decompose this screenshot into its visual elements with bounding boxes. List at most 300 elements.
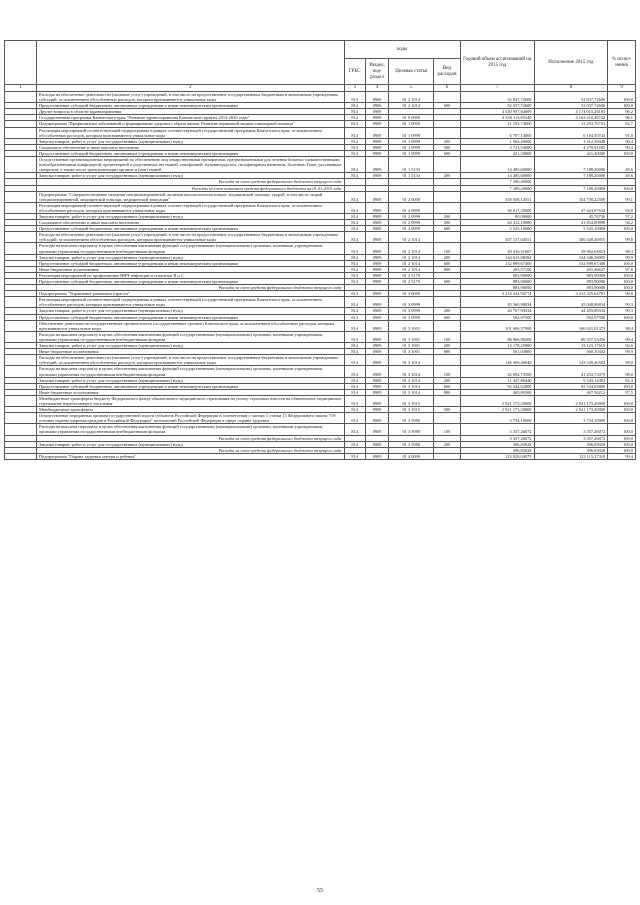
header-pct: % испол- нения [608, 41, 636, 85]
vid-cell: 600 [434, 226, 461, 232]
pct-cell: 99,3 [608, 308, 636, 314]
row-name-cell: Государственная программа Камчатского края "Развитие здравоохранения Камчатского края на 2014-2020 годы" [37, 115, 344, 121]
grbs-cell: 814 [344, 109, 365, 115]
grbs-cell: 814 [344, 144, 365, 150]
razdel-cell: 0909 [365, 441, 388, 447]
vid-cell: 300 [434, 220, 461, 226]
grbs-cell: 814 [344, 220, 365, 226]
fact-cell: 13 293,70743 [534, 121, 608, 127]
target-cell: 01 3 1001 [389, 343, 434, 349]
target-cell: 01 3 0999 [389, 297, 434, 308]
grbs-cell: 814 [344, 226, 365, 232]
vid-cell: 200 [434, 377, 461, 383]
target-cell: 01 3 1001 [389, 320, 434, 331]
vid-cell: 600 [434, 103, 461, 109]
plan-cell: 44 412,10000 [460, 220, 534, 226]
vid-cell: 200 [434, 441, 461, 447]
plan-cell: 14 178,25900 [460, 343, 534, 349]
pct-cell: 98,4 [608, 320, 636, 331]
vid-cell [434, 413, 461, 424]
plan-cell: 132 899,67400 [460, 260, 534, 266]
pct-cell: 99,8 [608, 232, 636, 243]
plan-cell: 592,97500 [460, 314, 534, 320]
razdel-cell: 0909 [365, 260, 388, 266]
grbs-cell: 814 [344, 272, 365, 278]
row-index-cell [5, 331, 37, 342]
vid-cell: 600 [434, 314, 461, 320]
row-name-cell: Закупка товаров, работ и услуг для государственных (муниципальных) нужд [37, 377, 344, 383]
pct-cell: 100,0 [608, 435, 636, 441]
grbs-cell: 814 [344, 243, 365, 254]
row-name-cell: Иные бюджетные ассигнования [37, 266, 344, 272]
target-cell: 01 3 1014 [389, 383, 434, 389]
plan-cell: 396,83928 [460, 441, 534, 447]
fact-cell: 52 037,72600 [534, 103, 608, 109]
pct-cell: 90,4 [608, 138, 636, 144]
razdel-cell: 0909 [365, 150, 388, 156]
vid-cell [434, 232, 461, 243]
pct-cell: 82,3 [608, 377, 636, 383]
grbs-cell: 814 [344, 377, 365, 383]
plan-cell: 44 767,93334 [460, 308, 534, 314]
fact-cell: 52 037,72600 [534, 92, 608, 103]
target-cell: 01 2 0999 [389, 213, 434, 219]
grbs-cell: 814 [344, 366, 365, 377]
grbs-cell: 814 [344, 407, 365, 413]
target-cell: 01 2 5179 [389, 279, 434, 285]
plan-cell: 7 189,20000 [460, 185, 534, 191]
pct-cell: 49,6 [608, 173, 636, 179]
grbs-cell: 814 [344, 157, 365, 173]
razdel-cell: 0909 [365, 366, 388, 377]
colnum: 7 [460, 85, 534, 92]
pct-cell: 100,0 [608, 383, 636, 389]
razdel-cell: 0909 [365, 115, 388, 121]
vid-cell: 600 [434, 150, 461, 156]
table-body [5, 92, 636, 460]
row-name-cell: Расходы на обеспечение деятельности (оказание услуг) учреждений, в том числе на предоставление государственным бюджетным и автономным учреждениям субсидий, за исключением обособленных расходов, которым присваиваются уникальные коды [37, 355, 344, 366]
colnum: 3 [344, 85, 365, 92]
colnum: 4 [365, 85, 388, 92]
grbs-cell: 814 [344, 254, 365, 260]
fact-cell: 5 525,10000 [534, 226, 608, 232]
grbs-cell: 814 [344, 453, 365, 459]
table-row [5, 320, 636, 331]
pct-cell: 94,8 [608, 202, 636, 213]
row-name-cell: Предоставление субсидий бюджетным, автономным учреждениям и иным некоммерческим организациям [37, 383, 344, 389]
row-index-cell [5, 366, 37, 377]
table-row [5, 355, 636, 366]
pct-cell: 98,3 [608, 243, 636, 254]
plan-cell: 4 330 113,85340 [460, 115, 534, 121]
pct-cell: 49,6 [608, 157, 636, 173]
vid-cell [434, 320, 461, 331]
pct-cell: 100,0 [608, 407, 636, 413]
vid-cell: 600 [434, 279, 461, 285]
pct-cell: 91,0 [608, 127, 636, 138]
plan-cell: 205,97100 [460, 266, 534, 272]
plan-cell: 146 450,46040 [460, 355, 534, 366]
razdel-cell: 0909 [365, 297, 388, 308]
fact-cell: 3 754,10000 [534, 413, 608, 424]
plan-cell: 465,89300 [460, 389, 534, 395]
vid-cell: 800 [434, 349, 461, 355]
pct-cell: 100,0 [608, 447, 636, 453]
pct-cell: 100,0 [608, 413, 636, 424]
row-name-cell: Предоставление субсидий бюджетным, автономным учреждениям и иным некоммерческим организациям [37, 226, 344, 232]
row-name-cell: Подпрограмма "Управление развитием отрасли" [37, 291, 344, 297]
plan-cell: 14 485,60000 [460, 157, 534, 173]
fact-cell: 407,56212 [534, 389, 608, 395]
razdel-cell: 0909 [365, 377, 388, 383]
row-index-cell [5, 92, 37, 103]
fact-cell: 883,90000 [534, 272, 608, 278]
row-name-cell: Подпрограмма "Профилактика заболеваний и формирование здорового образа жизни. Развитие первичной медико-санитарной помощи" [37, 121, 344, 127]
row-name-cell: Расходы за счет средств федерального бюджета текущего года [37, 285, 344, 291]
plan-cell: 6 707,14000 [460, 127, 534, 138]
row-name-cell: Реализация мероприятий по профилактике ВИЧ-инфекции и гепатитов В и С [37, 272, 344, 278]
vid-cell: 200 [434, 254, 461, 260]
target-cell: 01 3 0000 [389, 291, 434, 297]
razdel-cell: 0909 [365, 226, 388, 232]
target-cell: 01 1 5133 [389, 157, 434, 173]
vid-cell [434, 202, 461, 213]
row-name-cell: Реализация мероприятий соответствующей подпрограммы в рамках соответствующей государственной программы Камчатского края, за исключением обособленных расходов, которым присваиваются уникальные коды [37, 127, 344, 138]
plan-cell: 2 921 173,20000 [460, 395, 534, 406]
grbs-cell: 814 [344, 297, 365, 308]
row-name-cell: Предоставление субсидий бюджетным, автономным учреждениям и иным некоммерческим организациям [37, 260, 344, 266]
pct-cell: 100,0 [608, 103, 636, 109]
pct-cell: 99,4 [608, 453, 636, 459]
pct-cell: 100,0 [608, 150, 636, 156]
row-name-cell: Реализация мероприятий соответствующей подпрограммы в рамках соответствующей государственной программы Камчатского края, за исключением обособленных расходов, которым присваиваются уникальные коды [37, 297, 344, 308]
plan-cell: 92 544,02800 [460, 383, 534, 389]
row-name-cell: Иные бюджетные ассигнования [37, 349, 344, 355]
target-cell: 01 3 5980 [389, 413, 434, 424]
target-cell: 01 2 1014 [389, 92, 434, 103]
grbs-cell: 814 [344, 191, 365, 202]
pct-cell: 98,0 [608, 366, 636, 377]
razdel-cell: 0909 [365, 413, 388, 424]
fact-cell: 123 115,27318 [534, 453, 608, 459]
row-name-cell: Предоставление субсидий бюджетным, автономным учреждениям и иным некоммерческим организациям [37, 279, 344, 285]
razdel-cell: 0909 [365, 243, 388, 254]
row-name-cell: Закупка товаров, работ и услуг для государственных (муниципальных) нужд [37, 138, 344, 144]
table-row [5, 395, 636, 406]
target-cell: 01 3 1014 [389, 355, 434, 366]
plan-cell: 21 192,74000 [460, 121, 534, 127]
vid-cell: 200 [434, 213, 461, 219]
table-row [5, 157, 636, 173]
row-index-cell [5, 127, 37, 138]
target-cell: 01 2 0999 [389, 202, 434, 213]
fact-cell: 45 048,86834 [534, 297, 608, 308]
table-row [5, 366, 636, 377]
fact-cell: 396,83928 [534, 447, 608, 453]
row-name-cell: Иные бюджетные ассигнования [37, 389, 344, 395]
grbs-cell: 814 [344, 395, 365, 406]
vid-cell: 100 [434, 366, 461, 377]
vid-cell [434, 355, 461, 366]
razdel-cell: 0909 [365, 202, 388, 213]
plan-cell: 11 347,80440 [460, 377, 534, 383]
row-name-cell: Другие вопросы в области здравоохранения [37, 109, 344, 115]
budget-table [4, 40, 636, 460]
row-index-cell [5, 202, 37, 213]
razdel-cell: 0909 [365, 343, 388, 349]
pct-cell: 90,4 [608, 144, 636, 150]
grbs-cell: 814 [344, 424, 365, 435]
razdel-cell: 0909 [365, 138, 388, 144]
colnum: 1 [5, 85, 37, 92]
plan-cell: 123 828,04975 [460, 453, 534, 459]
target-cell: 01 2 1014 [389, 243, 434, 254]
target-cell: 01 3 0999 [389, 308, 434, 314]
row-name-cell: Подпрограмма "Охрана здоровья матери и ребенка" [37, 453, 344, 459]
fact-cell: 3 357,26072 [534, 435, 608, 441]
razdel-cell: 0909 [365, 272, 388, 278]
razdel-cell: 0909 [365, 355, 388, 366]
razdel-cell: 0909 [365, 349, 388, 355]
row-index-cell [5, 395, 37, 406]
pct-cell: 100,0 [608, 226, 636, 232]
fact-cell: 560,30302 [534, 349, 608, 355]
pct-cell: 100,0 [608, 395, 636, 406]
row-name-cell: Расходы на обеспечение деятельности (оказание услуг) учреждений, в том числе на предоставление государственным бюджетным и автономным учреждениям субсидий, за исключением обособленных расходов, которым присваиваются уникальные коды [37, 232, 344, 243]
row-name-cell: Социальное обеспечение и иные выплаты населению [37, 220, 344, 226]
fact-cell: 132 899,67400 [534, 260, 608, 266]
table-row [5, 92, 636, 103]
razdel-cell: 0909 [365, 308, 388, 314]
fact-cell: 306 449,46955 [534, 232, 608, 243]
row-name-cell: Реализация мероприятий соответствующей подпрограммы в рамках соответствующей государственной программы Камчатского края, за исключением обособленных расходов, которым присваиваются уникальные коды [37, 202, 344, 213]
plan-cell: 45 360,90834 [460, 297, 534, 308]
row-name-cell: Осуществление организационных мероприятий по обеспечению лиц лекарственными препаратами, предназначенными для лечения больных злокачественными новообразованиями лимфоидной, кроветворной и родственных им тканей, гемофилией, муковисцидозом, гипофизарным нанизмом, болезнью Гоше, рассеянным склерозом, а также после трансплантации органов и (или) тканей [37, 157, 344, 173]
row-name-cell: Обеспечение деятельности государственных органов власти (государственных органов) Камчатского края, за исключением обособленных расходов, которым присваиваются уникальные коды [37, 320, 344, 331]
pct-cell: 62,7 [608, 121, 636, 127]
fact-cell: 7 189,20000 [534, 173, 608, 179]
fact-cell: 92 544,02800 [534, 383, 608, 389]
pct-cell: 99,9 [608, 349, 636, 355]
row-name-cell: Расходы на выплаты персоналу в целях обеспечения выполнения функций государственными (муниципальными) органами, казенными учреждениями, органами управления государственными внебюджетными фондами [37, 366, 344, 377]
pct-cell: 100,0 [608, 314, 636, 320]
colnum: 5 [389, 85, 434, 92]
fact-cell: 45,76736 [534, 213, 608, 219]
plan-cell: 883,90000 [460, 279, 534, 285]
target-cell: 01 2 1014 [389, 232, 434, 243]
row-name-cell: Осуществление переданных органам государственной власти субъектов Российской Федерации в соответствии с частью 1 статьи 15 Федерального закона "Об основах охраны здоровья граждан в Российской Федерации" полномочий Российской Федерации в сфере охраны здоровья [37, 413, 344, 424]
pct-cell: 99,1 [608, 191, 636, 202]
razdel-cell: 0909 [365, 254, 388, 260]
fact-cell: 2 921 173,20000 [534, 407, 608, 413]
vid-cell: 100 [434, 424, 461, 435]
row-name-cell: Закупка товаров, работ и услуг для государственных (муниципальных) нужд [37, 441, 344, 447]
pct-cell: 99,8 [608, 291, 636, 297]
razdel-cell: 0909 [365, 173, 388, 179]
grbs-cell: 814 [344, 202, 365, 213]
plan-cell: 5 525,10000 [460, 226, 534, 232]
plan-cell: 7 296,40000 [460, 179, 534, 185]
vid-cell [434, 297, 461, 308]
fact-cell: 7 189,20000 [534, 157, 608, 173]
grbs-cell: 814 [344, 127, 365, 138]
row-index-cell [5, 232, 37, 243]
plan-cell: 396,83928 [460, 447, 534, 453]
grbs-cell: 814 [344, 232, 365, 243]
pct-cell: 94,2 [608, 220, 636, 226]
fact-cell: 143 528,46584 [534, 355, 608, 366]
plan-cell: 3 754,10000 [460, 413, 534, 424]
razdel-cell: 0906 [365, 92, 388, 103]
fact-cell: 44 455,89334 [534, 308, 608, 314]
grbs-cell: 814 [344, 266, 365, 272]
razdel-cell: 0909 [365, 279, 388, 285]
grbs-cell: 814 [344, 441, 365, 447]
grbs-cell: 814 [344, 331, 365, 342]
vid-cell: 100 [434, 331, 461, 342]
fact-cell: 4 174 015,29183 [534, 109, 608, 115]
plan-cell: 883,90000 [460, 285, 534, 291]
vid-cell: 800 [434, 389, 461, 395]
plan-cell: 358 058,14551 [460, 191, 534, 202]
razdel-cell: 0909 [365, 109, 388, 115]
plan-cell: 52 037,72600 [460, 92, 534, 103]
plan-cell: 42 092,73500 [460, 366, 534, 377]
target-cell: 01 3 0999 [389, 314, 434, 320]
fact-cell: 1 412,30048 [534, 138, 608, 144]
fact-cell: 41 233,73079 [534, 366, 608, 377]
row-name-cell: Расходы на обеспечение деятельности (оказание услуг) учреждений, в том числе на предоставление государственным бюджетным и автономным учреждениям субсидий, за исключением обособленных расходов, которым присваиваются уникальные коды [37, 92, 344, 103]
vid-cell: 600 [434, 260, 461, 266]
budget-table-sheet [4, 40, 636, 460]
pct-cell: 87,5 [608, 389, 636, 395]
fact-cell: 354 758,22589 [534, 191, 608, 202]
vid-cell: 200 [434, 138, 461, 144]
vid-cell: 300 [434, 144, 461, 150]
razdel-cell: 0909 [365, 232, 388, 243]
razdel-cell: 0909 [365, 453, 388, 459]
razdel-cell: 0909 [365, 121, 388, 127]
vid-cell [434, 157, 461, 173]
pct-cell: 99,4 [608, 331, 636, 342]
row-name-cell: Расходы за счет остатков средств федерального бюджета на 01.01.2015 года [37, 185, 344, 191]
grbs-cell: 814 [344, 343, 365, 349]
vid-cell [434, 453, 461, 459]
grbs-cell: 814 [344, 279, 365, 285]
row-name-cell: Расходы на выплаты персоналу в целях обеспечения выполнения функций государственными (муниципальными) органами, казенными учреждениями, органами управления государственными внебюджетными фондами [37, 424, 344, 435]
plan-cell: 2 921 173,20000 [460, 407, 534, 413]
header-codes: коды [344, 41, 460, 59]
row-name-cell: Закупка товаров, работ и услуг для государственных (муниципальных) нужд [37, 213, 344, 219]
row-index-cell [5, 453, 37, 459]
target-cell: 01 3 1001 [389, 331, 434, 342]
fact-cell: 100 021,01373 [534, 320, 608, 331]
row-name-cell: Расходы за счет средств федерального бюджета текущего года [37, 435, 344, 441]
target-cell: 01 3 1015 [389, 395, 434, 406]
fact-cell: 13 123,17615 [534, 343, 608, 349]
row-name-cell: Закупка товаров, работ и услуг для государственных (муниципальных) нужд [37, 308, 344, 314]
razdel-cell: 0909 [365, 320, 388, 331]
razdel-cell: 0909 [365, 389, 388, 395]
row-name-cell: Межбюджетные трансферты [37, 407, 344, 413]
pct-cell: 100,0 [608, 285, 636, 291]
pct-cell: 96,2 [608, 109, 636, 115]
target-cell: 01 2 1014 [389, 254, 434, 260]
header-blank-2 [37, 41, 344, 85]
pct-cell: 92,6 [608, 343, 636, 349]
fact-cell: 4 270,91695 [534, 144, 608, 150]
plan-cell: 4 723,54000 [460, 144, 534, 150]
table-row [5, 243, 636, 254]
fact-cell: 4 163 210,48742 [534, 115, 608, 121]
pct-cell: 97,8 [608, 266, 636, 272]
grbs-cell: 814 [344, 260, 365, 266]
pct-cell: 100,0 [608, 424, 636, 435]
header-vid: Вид расходов [434, 59, 461, 85]
table-row [5, 127, 636, 138]
row-index-cell [5, 355, 37, 366]
row-name-cell: Предоставление субсидий бюджетным, автономным учреждениям и иным некоммерческим организациям [37, 314, 344, 320]
grbs-cell: 814 [344, 349, 365, 355]
razdel-cell: 0909 [365, 383, 388, 389]
target-cell: 01 1 0000 [389, 121, 434, 127]
colnum: 8 [534, 85, 608, 92]
table-row [5, 232, 636, 243]
row-name-cell: Подпрограмма "Совершенствование оказания специализированной, включая высокотехнологичную, медицинской помощи, скорой, в том числе скорой специализированной, медицинской помощи, медицинской эвакуации" [37, 191, 344, 202]
header-plan: Годовой объем ассигнований на 2015 год [460, 41, 534, 85]
header-razdel: Раздел, под- раздел [365, 59, 388, 85]
grbs-cell: 814 [344, 121, 365, 127]
target-cell: 01 3 5980 [389, 424, 434, 435]
plan-cell: 3 357,26072 [460, 424, 534, 435]
row-index-cell [5, 413, 37, 424]
table-row [5, 413, 636, 424]
row-index-cell [5, 157, 37, 173]
razdel-cell: 0909 [365, 220, 388, 226]
plan-cell: 52 037,72600 [460, 103, 534, 109]
row-name-cell: Расходы за счет средств федерального бюджета текущего года [37, 179, 344, 185]
grbs-cell: 814 [344, 103, 365, 109]
vid-cell: 500 [434, 407, 461, 413]
plan-cell: 883,90000 [460, 272, 534, 278]
grbs-cell: 814 [344, 383, 365, 389]
target-cell: 01 3 1015 [389, 407, 434, 413]
fact-cell: 396,83928 [534, 441, 608, 447]
row-name-cell: Расходы за счет средств федерального бюджета текущего года [37, 447, 344, 453]
table-row [5, 202, 636, 213]
row-index-cell [5, 191, 37, 202]
target-cell: 01 0 0000 [389, 115, 434, 121]
plan-cell: 4 340 957,64009 [460, 109, 534, 115]
razdel-cell: 0909 [365, 395, 388, 406]
fact-cell: 421,20000 [534, 150, 608, 156]
grbs-cell: 814 [344, 138, 365, 144]
vid-cell [434, 395, 461, 406]
fact-cell: 2 921 173,20000 [534, 395, 608, 406]
row-index-cell [5, 297, 37, 308]
target-cell: 01 2 1014 [389, 260, 434, 266]
row-index-cell [5, 424, 37, 435]
fact-cell: 3 213 325,64791 [534, 291, 608, 297]
fact-cell: 3 357,26072 [534, 424, 608, 435]
pct-cell: 100,0 [608, 92, 636, 103]
razdel-cell: 0909 [365, 191, 388, 202]
grbs-cell: 814 [344, 92, 365, 103]
plan-cell: 3 357,26072 [460, 435, 534, 441]
fact-cell: 86 337,53456 [534, 331, 608, 342]
vid-cell: 600 [434, 383, 461, 389]
target-cell: 01 3 1014 [389, 389, 434, 395]
